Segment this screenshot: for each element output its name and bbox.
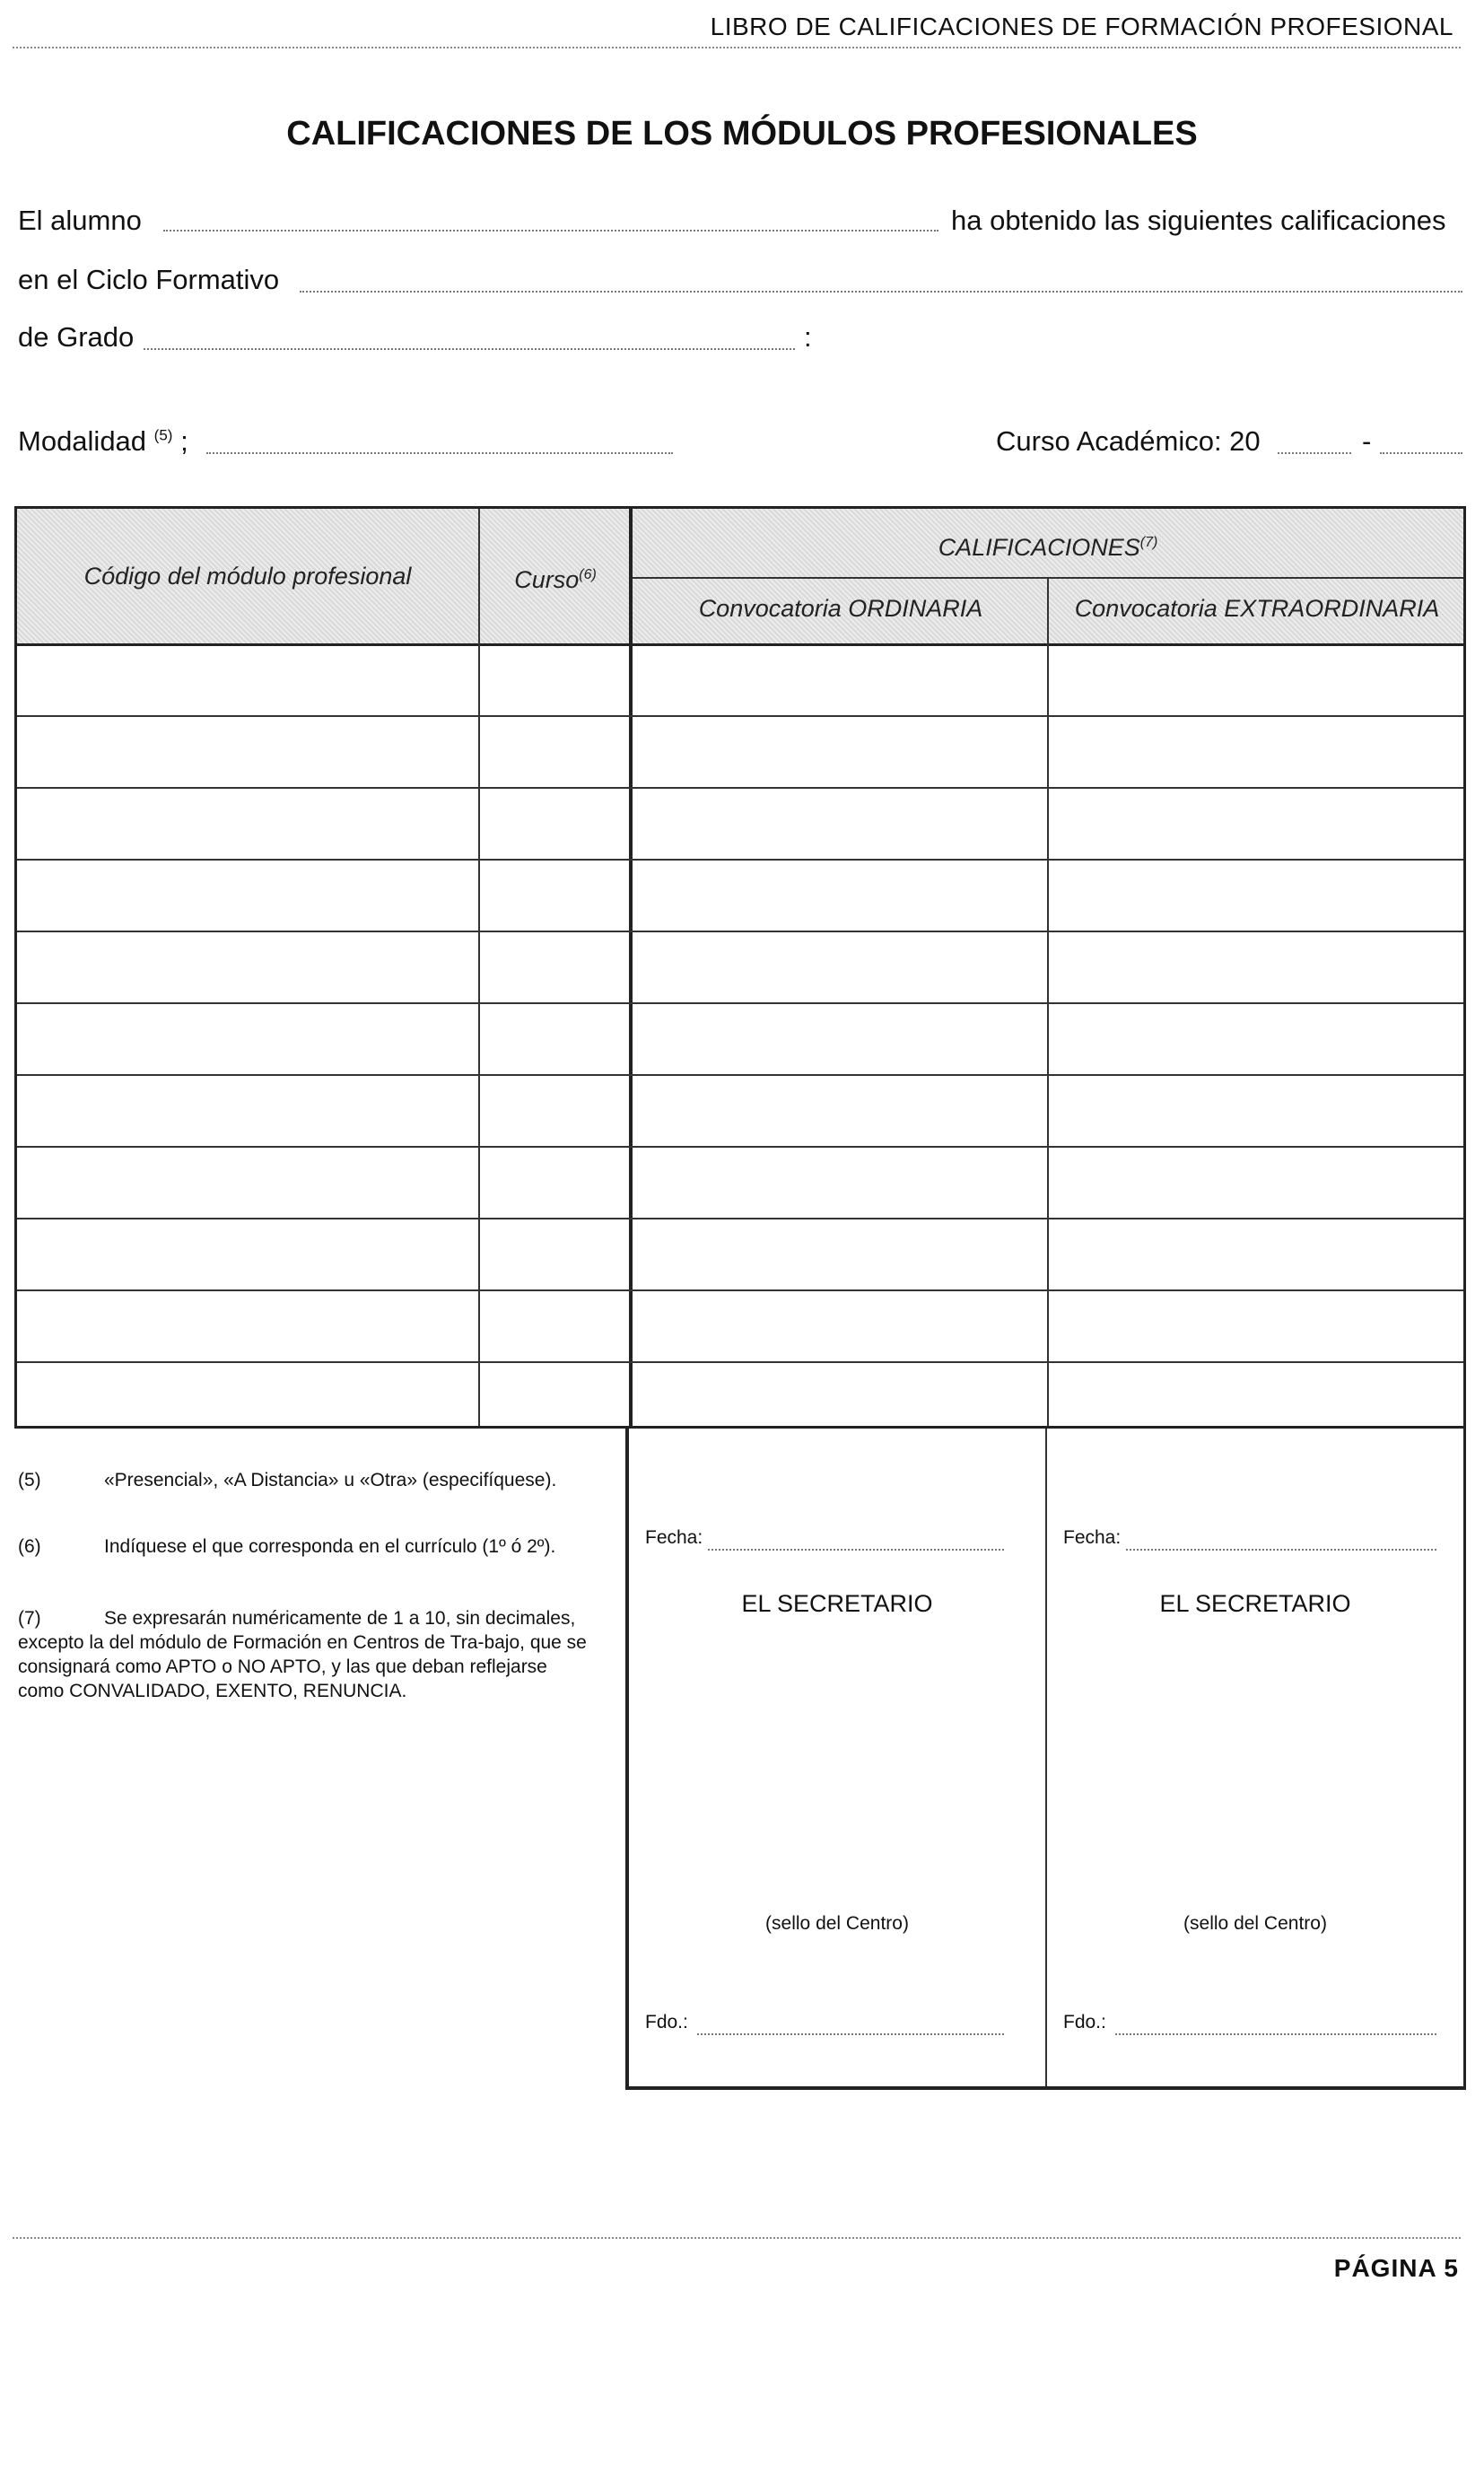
signature-divider <box>1045 1429 1047 2086</box>
curso-academico-end-field[interactable] <box>1380 452 1462 454</box>
row-rule <box>17 787 1463 789</box>
row-rule <box>17 1146 1463 1148</box>
row-rule <box>17 931 1463 932</box>
group-header-calificaciones: CALIFICACIONES$^{(7)}$ <box>938 534 1158 561</box>
modalidad-ref: (5) <box>153 426 173 444</box>
grades-table <box>14 506 1466 1429</box>
grado-field[interactable] <box>144 348 795 350</box>
row-rule <box>17 1361 1463 1363</box>
alumno-field[interactable] <box>163 230 938 232</box>
secretario-title-left: EL SECRETARIO <box>741 1590 933 1617</box>
fecha-field-left[interactable] <box>708 1549 1004 1551</box>
footnote-text: Indíquese el que corresponda en el currículo (1º ó 2º). <box>104 1536 556 1557</box>
col-divider-codigo <box>478 509 480 1426</box>
footnote-6 <box>18 1534 592 1559</box>
footnote-num: (7) <box>18 1608 41 1629</box>
col-header-curso: Curso$^{(6)}$ <box>514 566 597 593</box>
ciclo-field[interactable] <box>300 291 1462 293</box>
sello-left: (sello del Centro) <box>765 1913 909 1934</box>
row-rule <box>17 1002 1463 1004</box>
col-divider-ordinaria <box>1047 577 1049 1426</box>
alumno-suffix: ha obtenido las siguientes calificaciones <box>951 205 1446 236</box>
curso-academico-dash: - <box>1362 425 1372 457</box>
curso-academico-start-field[interactable] <box>1278 452 1351 454</box>
col-header-extraordinaria: Convocatoria EXTRAORDINARIA <box>1074 595 1440 622</box>
grado-label: de Grado <box>18 321 135 353</box>
footnote-7 <box>18 1606 592 1703</box>
footnote-5 <box>18 1468 592 1492</box>
fdo-field-left[interactable] <box>697 2033 1004 2035</box>
row-rule <box>17 1289 1463 1291</box>
grado-colon: : <box>804 321 812 353</box>
row-rule <box>17 1074 1463 1076</box>
page-number: PÁGINA 5 <box>1333 2254 1459 2282</box>
header-bottom-rule <box>17 643 1463 646</box>
page-title: CALIFICACIONES DE LOS MÓDULOS PROFESIONALES <box>286 115 1198 153</box>
row-rule <box>17 715 1463 717</box>
fdo-label-right: Fdo.: <box>1063 2012 1106 2032</box>
footnote-text: Se expresarán numéricamente de 1 a 10, sin decimales, excepto la del módulo de Formación en Centros de Tra-bajo, que se consignará como APTO o NO APTO, y las que deban reflejarse como CONVALIDADO, EXENTO, RENUNCIA. <box>18 1608 587 1701</box>
col-header-ordinaria: Convocatoria ORDINARIA <box>698 595 983 622</box>
secretario-title-right: EL SECRETARIO <box>1159 1590 1351 1617</box>
fecha-label-left: Fecha: <box>645 1527 703 1548</box>
footer-rule <box>13 2237 1461 2239</box>
col-header-codigo: Código del módulo profesional <box>83 563 412 590</box>
row-rule <box>17 859 1463 861</box>
sello-right: (sello del Centro) <box>1183 1913 1327 1934</box>
row-rule <box>17 1218 1463 1219</box>
header-rule <box>13 47 1461 48</box>
running-header: LIBRO DE CALIFICACIONES DE FORMACIÓN PROFESIONAL <box>710 13 1453 40</box>
ciclo-label: en el Ciclo Formativo <box>18 264 280 295</box>
footnote-num: (5) <box>18 1470 41 1490</box>
fdo-field-right[interactable] <box>1115 2033 1436 2035</box>
alumno-label: El alumno <box>18 205 142 236</box>
fecha-field-right[interactable] <box>1126 1549 1436 1551</box>
group-header-ref: (7) <box>1139 535 1158 550</box>
signature-area <box>625 1429 1466 2090</box>
footnote-num: (6) <box>18 1536 41 1557</box>
fecha-label-right: Fecha: <box>1063 1527 1122 1548</box>
fdo-label-left: Fdo.: <box>645 2012 688 2032</box>
col-divider-curso <box>629 509 633 1426</box>
modalidad-field[interactable] <box>206 452 673 454</box>
modalidad-label: Modalidad $^{(5)}$ ; <box>18 425 188 457</box>
col-header-curso-ref: (6) <box>579 567 597 582</box>
footnote-text: «Presencial», «A Distancia» u «Otra» (especifíquese). <box>104 1470 557 1490</box>
curso-academico-label: Curso Académico: 20 <box>996 425 1261 457</box>
